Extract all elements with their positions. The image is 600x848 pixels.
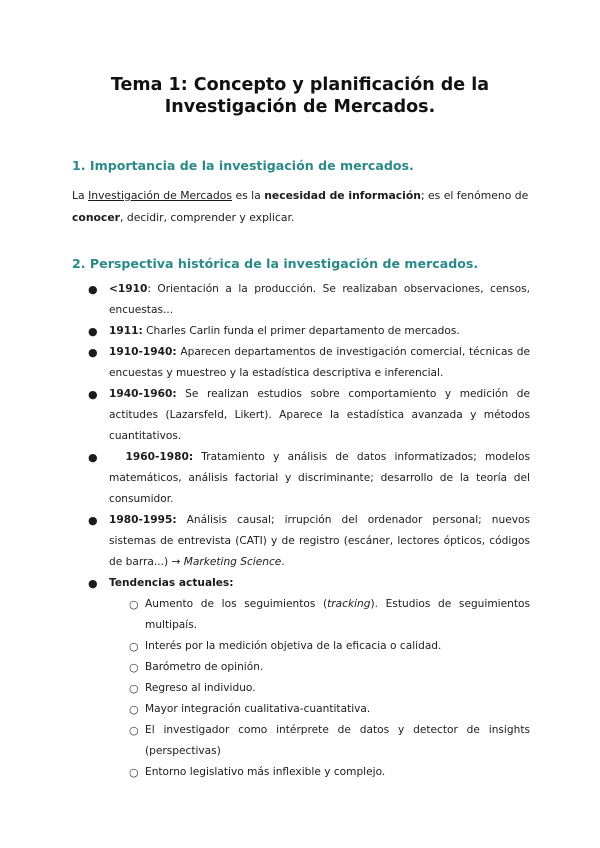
bullet-icon: ● (88, 346, 98, 359)
sub-text: Barómetro de opinión. (145, 661, 264, 673)
sub-text: Regreso al individuo. (145, 682, 256, 694)
bullet-icon: ● (88, 283, 98, 296)
section-2-heading: 2. Perspectiva histórica de la investigación de mercados. (72, 256, 479, 271)
item-text: . (281, 556, 285, 568)
circle-bullet-icon: ○ (129, 682, 139, 695)
sublist-item (109, 720, 530, 762)
title-line-2: Investigación de Mercados. (164, 97, 436, 117)
bold-term: conocer (72, 211, 120, 224)
item-text: Análisis causal; irrupción del ordenador personal; nuevos sistemas de entrevista (CATI) y de registro (escáner, lectores ópticos, códigos de barra...) → (109, 514, 530, 568)
sublist-item (109, 678, 530, 699)
circle-bullet-icon: ○ (129, 661, 139, 674)
sublist-item (109, 594, 530, 636)
sub-italic: tracking (327, 598, 371, 610)
title-line-1: Tema 1: Concepto y planificación de la (110, 75, 490, 95)
section-1-heading: 1. Importancia de la investigación de mercados. (72, 158, 414, 173)
sublist-item (109, 699, 530, 720)
bullet-icon: ● (88, 325, 98, 338)
item-label: 1910-1940: (109, 346, 177, 358)
list-item (88, 321, 530, 342)
history-list (88, 279, 530, 783)
sub-text: Mayor integración cualitativa-cuantitativa. (145, 703, 371, 715)
sublist-item (109, 636, 530, 657)
item-label: Tendencias actuales: (109, 577, 234, 589)
sub-text: Entorno legislativo más inflexible y complejo. (145, 766, 386, 778)
sub-text: ). Estudios de seguimientos multipaís. (145, 598, 530, 631)
sub-text: El investigador como intérprete de datos y detector de insights (perspectivas) (145, 724, 530, 757)
circle-bullet-icon: ○ (129, 598, 139, 611)
item-label: 1980-1995: (109, 514, 177, 526)
list-item (88, 342, 530, 384)
para-text: , decidir, comprender y explicar. (119, 211, 295, 224)
list-item (88, 384, 530, 447)
item-label: <1910 (109, 283, 148, 295)
item-text: Se realizan estudios sobre comportamiento y medición de actitudes (Lazarsfeld, Likert). Aparece la estadística avanzada y métodos cuantitativos. (109, 388, 530, 442)
item-label: 1911: (109, 325, 143, 337)
list-item-trends (88, 573, 530, 783)
para-text: La (72, 189, 89, 202)
sublist-item (109, 657, 530, 678)
sub-text: Interés por la medición objetiva de la eficacia o calidad. (145, 640, 442, 652)
list-item (88, 279, 530, 321)
item-text: Aparecen departamentos de investigación comercial, técnicas de encuestas y muestreo y la estadística descriptiva e inferencial. (109, 346, 530, 379)
item-text: Charles Carlin funda el primer departamento de mercados. (142, 325, 460, 337)
item-label: 1960-1980: (125, 451, 194, 463)
list-item (88, 447, 530, 510)
bullet-icon: ● (88, 388, 98, 401)
bullet-icon: ● (88, 514, 98, 527)
circle-bullet-icon: ○ (129, 640, 139, 653)
document-title (0, 74, 600, 118)
bullet-icon: ● (88, 451, 98, 464)
para-text: es la (232, 189, 265, 202)
bullet-icon: ● (88, 577, 98, 590)
circle-bullet-icon: ○ (129, 724, 139, 737)
circle-bullet-icon: ○ (129, 766, 139, 779)
item-label: 1940-1960: (109, 388, 177, 400)
trends-sublist (109, 594, 530, 783)
item-text: : Orientación a la producción. Se realizaban observaciones, censos, encuestas... (109, 283, 530, 316)
sublist-item (109, 762, 530, 783)
underlined-term: Investigación de Mercados (88, 189, 233, 202)
bold-term: necesidad de información (264, 189, 421, 202)
para-text: ; es el fenómeno de (420, 189, 529, 202)
item-italic: Marketing Science (183, 556, 282, 568)
item-text: Tratamiento y análisis de datos informatizados; modelos matemáticos, análisis factorial y discriminante; desarrollo de la teoría del consumidor. (109, 451, 530, 505)
circle-bullet-icon: ○ (129, 703, 139, 716)
section-1-paragraph (72, 185, 530, 229)
list-item (88, 510, 530, 573)
sub-text: Aumento de los seguimientos ( (145, 598, 328, 610)
